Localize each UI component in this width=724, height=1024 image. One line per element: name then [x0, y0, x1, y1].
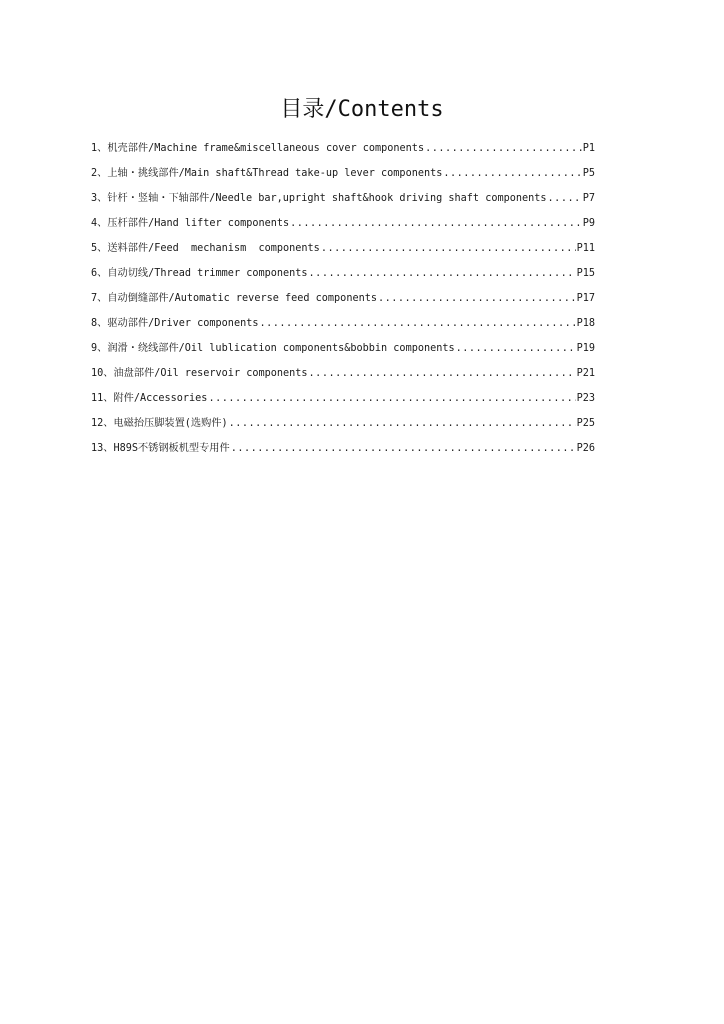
toc-entry-page: P23 — [576, 393, 595, 404]
toc-entry-page: P11 — [576, 243, 595, 254]
toc-entry-page: P1 — [582, 143, 595, 154]
toc-entry-page: P17 — [576, 293, 595, 304]
toc-entry-label: 2、上轴・挑线部件/Main shaft&Thread take-up lever components — [91, 168, 443, 179]
toc-entry-page: P26 — [576, 443, 595, 454]
toc-dot-leader — [208, 386, 575, 411]
toc-dot-leader — [231, 436, 576, 461]
toc-entry[interactable] — [91, 436, 595, 461]
toc-entry[interactable] — [91, 236, 595, 261]
toc-dot-leader — [456, 336, 576, 361]
toc-entry-page: P25 — [576, 418, 595, 429]
toc-entry-page: P5 — [582, 168, 595, 179]
toc-dot-leader — [378, 286, 576, 311]
toc-entry[interactable] — [91, 261, 595, 286]
toc-dot-leader — [229, 411, 576, 436]
toc-entry-label: 7、自动倒缝部件/Automatic reverse feed components — [91, 293, 377, 304]
toc-entry[interactable] — [91, 386, 595, 411]
toc-entry[interactable] — [91, 186, 595, 211]
page-title: 目录/Contents — [280, 97, 444, 122]
table-of-contents — [91, 136, 595, 461]
toc-entry-page: P9 — [582, 218, 595, 229]
toc-dot-leader — [425, 136, 582, 161]
toc-dot-leader — [259, 311, 575, 336]
toc-entry-page: P18 — [576, 318, 595, 329]
toc-entry-label: 3、针杆・竖轴・下轴部件/Needle bar,upright shaft&hook driving shaft components — [91, 193, 547, 204]
toc-entry-label: 5、送料部件/Feed mechanism components — [91, 243, 320, 254]
toc-entry[interactable] — [91, 336, 595, 361]
toc-entry-page: P19 — [576, 343, 595, 354]
toc-dot-leader — [309, 361, 576, 386]
toc-entry-label: 10、油盘部件/Oil reservoir components — [91, 368, 308, 379]
toc-entry-label: 1、机壳部件/Machine frame&miscellaneous cover components — [91, 143, 425, 154]
toc-dot-leader — [443, 161, 581, 186]
toc-entry-label: 13、H89S不锈钢板机型专用件 — [91, 443, 230, 454]
toc-entry[interactable] — [91, 161, 595, 186]
toc-dot-leader — [548, 186, 582, 211]
toc-entry[interactable] — [91, 211, 595, 236]
toc-entry-label: 8、驱动部件/Driver components — [91, 318, 259, 329]
toc-entry[interactable] — [91, 286, 595, 311]
toc-dot-leader — [290, 211, 582, 236]
toc-entry-page: P7 — [582, 193, 595, 204]
toc-entry-label: 11、附件/Accessories — [91, 393, 208, 404]
toc-entry-label: 4、压杆部件/Hand lifter components — [91, 218, 290, 229]
toc-entry-page: P15 — [576, 268, 595, 279]
toc-entry[interactable] — [91, 136, 595, 161]
toc-dot-leader — [309, 261, 576, 286]
toc-entry[interactable] — [91, 311, 595, 336]
toc-entry-label: 9、润滑・绕线部件/Oil lublication components&bobbin components — [91, 343, 455, 354]
toc-entry-label: 12、电磁抬压脚装置(选购件) — [91, 418, 228, 429]
toc-dot-leader — [321, 236, 576, 261]
toc-entry-page: P21 — [576, 368, 595, 379]
toc-entry[interactable] — [91, 361, 595, 386]
toc-entry[interactable] — [91, 411, 595, 436]
toc-entry-label: 6、自动切线/Thread trimmer components — [91, 268, 308, 279]
